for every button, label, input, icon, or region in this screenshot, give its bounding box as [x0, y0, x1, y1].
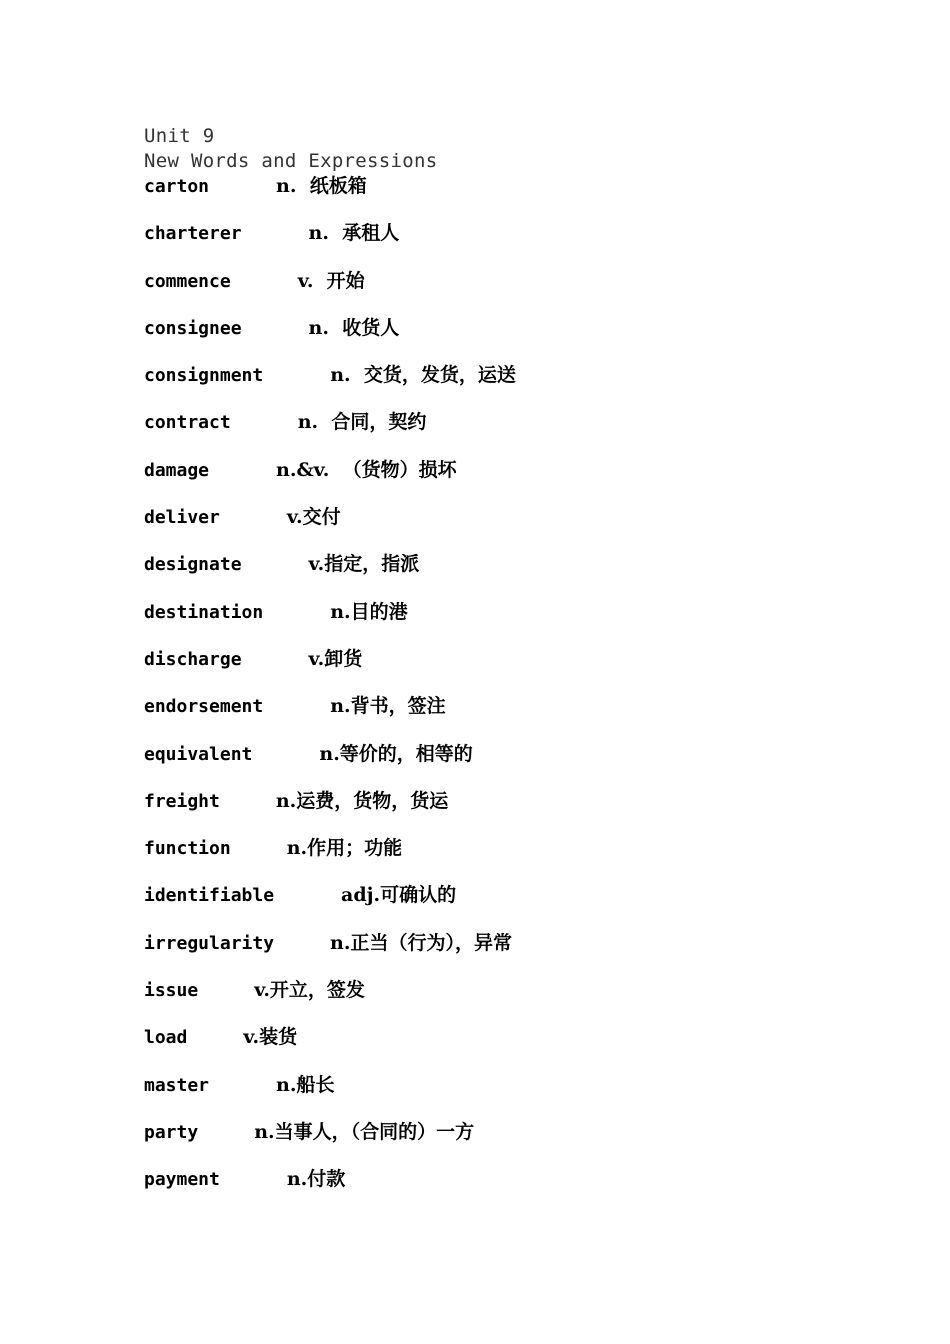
vocab-word: function: [144, 838, 231, 860]
vocab-definition: n.当事人，（合同的）一方: [254, 1120, 475, 1143]
vocab-entry: [144, 221, 904, 268]
vocab-definition: n.船长: [276, 1073, 335, 1096]
vocab-entry: [144, 931, 904, 978]
vocab-word: destination: [144, 601, 264, 623]
vocab-entry: [144, 552, 904, 599]
vocab-entry: [144, 174, 904, 221]
vocab-entry: [144, 978, 904, 1025]
section-title: New Words and Expressions: [144, 150, 438, 172]
vocab-word: identifiable: [144, 885, 275, 907]
vocab-definition: n. 收货人: [308, 316, 400, 339]
vocab-entry: [144, 647, 904, 694]
vocab-entry: [144, 1073, 904, 1120]
vocab-definition: n.付款: [286, 1168, 346, 1191]
vocab-word: designate: [144, 554, 242, 576]
vocab-word: charterer: [144, 223, 242, 245]
vocab-word: commence: [144, 270, 231, 292]
vocab-entry: [144, 883, 904, 930]
vocab-definition: v.开立，签发: [254, 979, 365, 1002]
vocab-entry: [144, 505, 904, 552]
vocab-definition: v.装货: [243, 1026, 298, 1049]
document-page: [144, 124, 904, 1215]
vocab-word: master: [144, 1074, 210, 1096]
vocab-definition: v. 开始: [297, 269, 365, 292]
vocab-definition: v.交付: [286, 506, 341, 529]
vocab-word: contract: [144, 412, 231, 434]
vocab-entry: [144, 269, 904, 316]
vocab-entry: [144, 1120, 904, 1167]
vocab-definition: v.卸货: [308, 647, 363, 670]
vocab-word: issue: [144, 980, 199, 1002]
vocab-definition: n. 承租人: [308, 222, 400, 245]
vocab-word: payment: [144, 1169, 220, 1191]
vocab-word: irregularity: [144, 932, 275, 954]
vocab-word: discharge: [144, 648, 242, 670]
vocab-word: damage: [144, 459, 210, 481]
vocab-word: party: [144, 1121, 199, 1143]
vocab-definition: n.等价的，相等的: [319, 742, 473, 765]
vocab-definition: n. 合同，契约: [297, 411, 427, 434]
vocab-entry: [144, 1025, 904, 1072]
vocab-entry: [144, 694, 904, 741]
vocab-definition: n.背书，签注: [330, 695, 446, 718]
vocab-entry: [144, 1167, 904, 1214]
vocab-entry: [144, 789, 904, 836]
vocab-definition: n. 纸板箱: [276, 175, 367, 197]
vocab-definition: v.指定，指派: [308, 553, 420, 576]
vocab-definition: n.运费，货物，货运: [275, 789, 449, 812]
vocab-word: consignment: [144, 365, 264, 387]
vocab-definition: n.目的港: [330, 600, 408, 623]
vocab-entry: [144, 458, 904, 505]
vocab-definition: n.作用；功能: [286, 837, 403, 860]
vocab-word: equivalent: [144, 743, 253, 765]
vocab-definition: adj.可确认的: [341, 884, 457, 907]
vocab-definition: n.正当（行为），异常: [330, 931, 512, 954]
vocab-word: endorsement: [144, 696, 264, 718]
vocab-entry: [144, 836, 904, 883]
vocab-definition: n.&v. （货物）损坏: [276, 458, 457, 481]
vocab-definition: n. 交货，发货，运送: [330, 364, 516, 387]
vocab-word: load: [144, 1027, 188, 1049]
vocab-word: freight: [144, 790, 220, 812]
vocab-word: carton: [144, 176, 210, 197]
vocab-word: deliver: [144, 507, 220, 529]
vocab-entry: [144, 410, 904, 457]
vocab-entry: [144, 316, 904, 363]
unit-title: Unit 9: [144, 125, 215, 147]
vocab-word: consignee: [144, 317, 242, 339]
vocab-entry: [144, 742, 904, 789]
vocab-entry: [144, 600, 904, 647]
vocab-entry: [144, 363, 904, 410]
vocabulary-list: [144, 174, 904, 1215]
